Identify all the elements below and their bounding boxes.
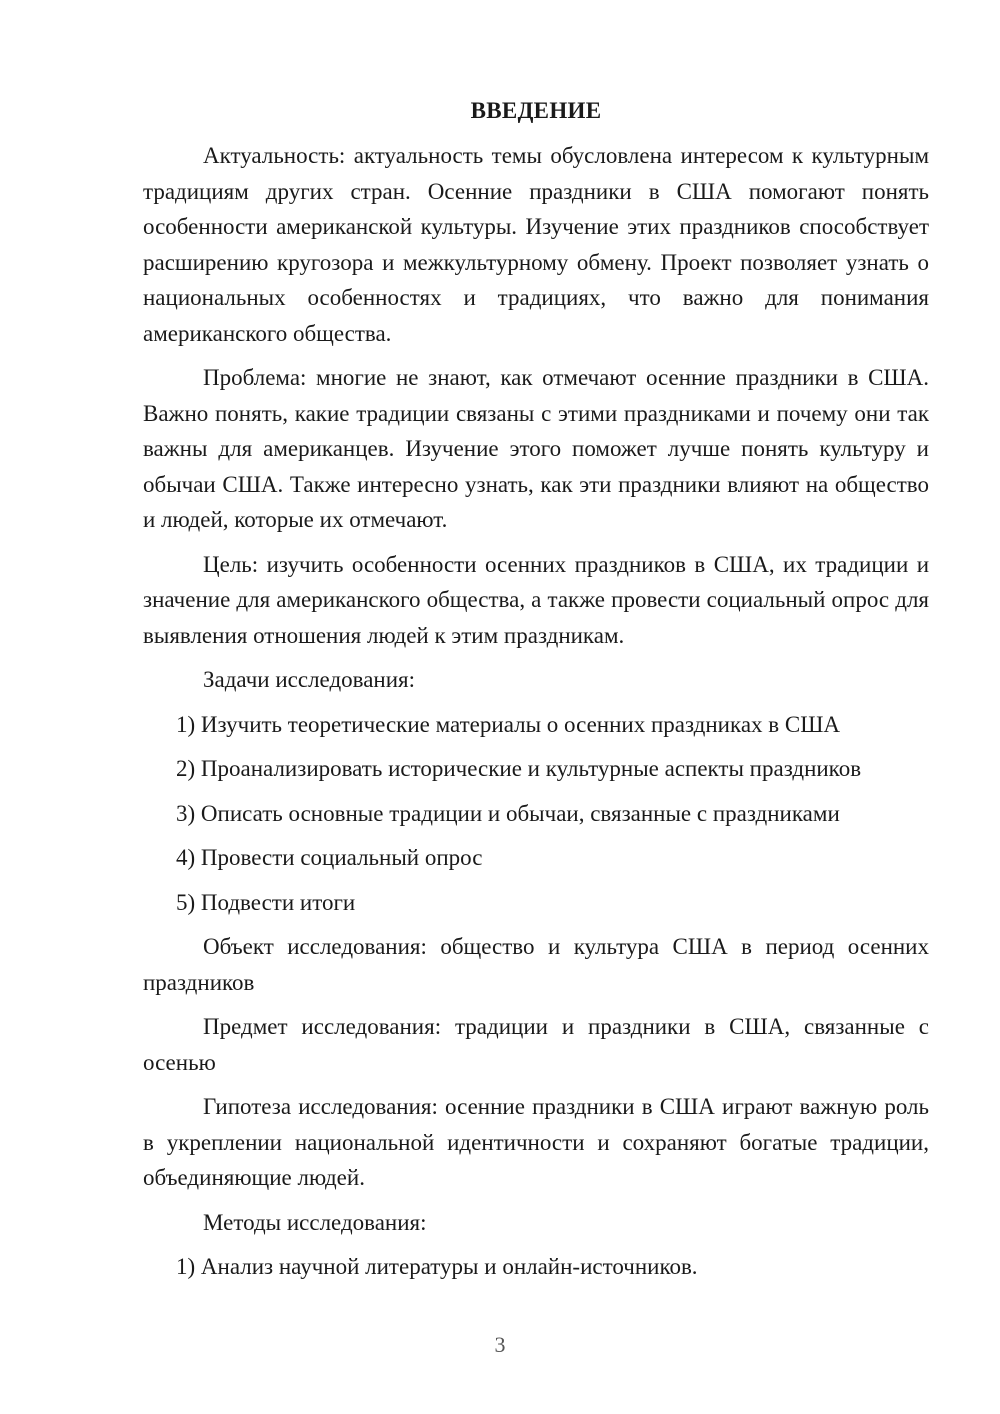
list-item: 4) Провести социальный опрос	[176, 845, 483, 870]
problem-paragraph: Проблема: многие не знают, как отмечают осенние праздники в США. Важно понять, какие традиции связаны с этими праздниками и почему они так важны для американцев. Изучение этого поможет лучше понять культуру и обычаи США. Также интересно узнать, как эти праздники влияют на общество и людей, которые их отмечают.	[143, 365, 929, 532]
subject-paragraph: Предмет исследования: традиции и праздники в США, связанные с осенью	[143, 1014, 929, 1075]
tasks-heading: Задачи исследования:	[203, 667, 416, 692]
methods-list	[143, 1249, 929, 1285]
page-number: 3	[494, 1332, 506, 1357]
tasks-list	[143, 707, 929, 921]
object-paragraph: Объект исследования: общество и культура США в период осенних праздников	[143, 934, 929, 995]
page-title: ВВЕДЕНИЕ	[470, 98, 602, 123]
methods-heading: Методы исследования:	[203, 1209, 427, 1235]
list-item: 1) Анализ научной литературы и онлайн-источников.	[176, 1254, 698, 1279]
list-item: 3) Описать основные традиции и обычаи, связанные с праздниками	[176, 800, 840, 826]
list-item: 2) Проанализировать исторические и культурные аспекты праздников	[176, 756, 862, 781]
goal-paragraph: Цель: изучить особенности осенних праздников в США, их традиции и значение для американского общества, а также провести социальный опрос для выявления отношения людей к этим праздникам.	[143, 551, 929, 648]
hypothesis-paragraph: Гипотеза исследования: осенние праздники в США играют важную роль в укреплении национальной идентичности и сохраняют богатые традиции, объединяющие людей.	[143, 1094, 929, 1190]
list-item: 1) Изучить теоретические материалы о осенних праздниках в США	[176, 711, 841, 737]
relevance-paragraph: Актуальность: актуальность темы обусловлена интересом к культурным традициям других стран. Осенние праздники в США помогают понять особенности американской культуры. Изучение этих праздников способствует расширению кругозора и межкультурному обмену. Проект позволяет узнать о национальных особенностях и традициях, что важно для понимания американского общества.	[143, 143, 929, 346]
list-item: 5) Подвести итоги	[176, 889, 356, 915]
page-content	[143, 96, 929, 1294]
